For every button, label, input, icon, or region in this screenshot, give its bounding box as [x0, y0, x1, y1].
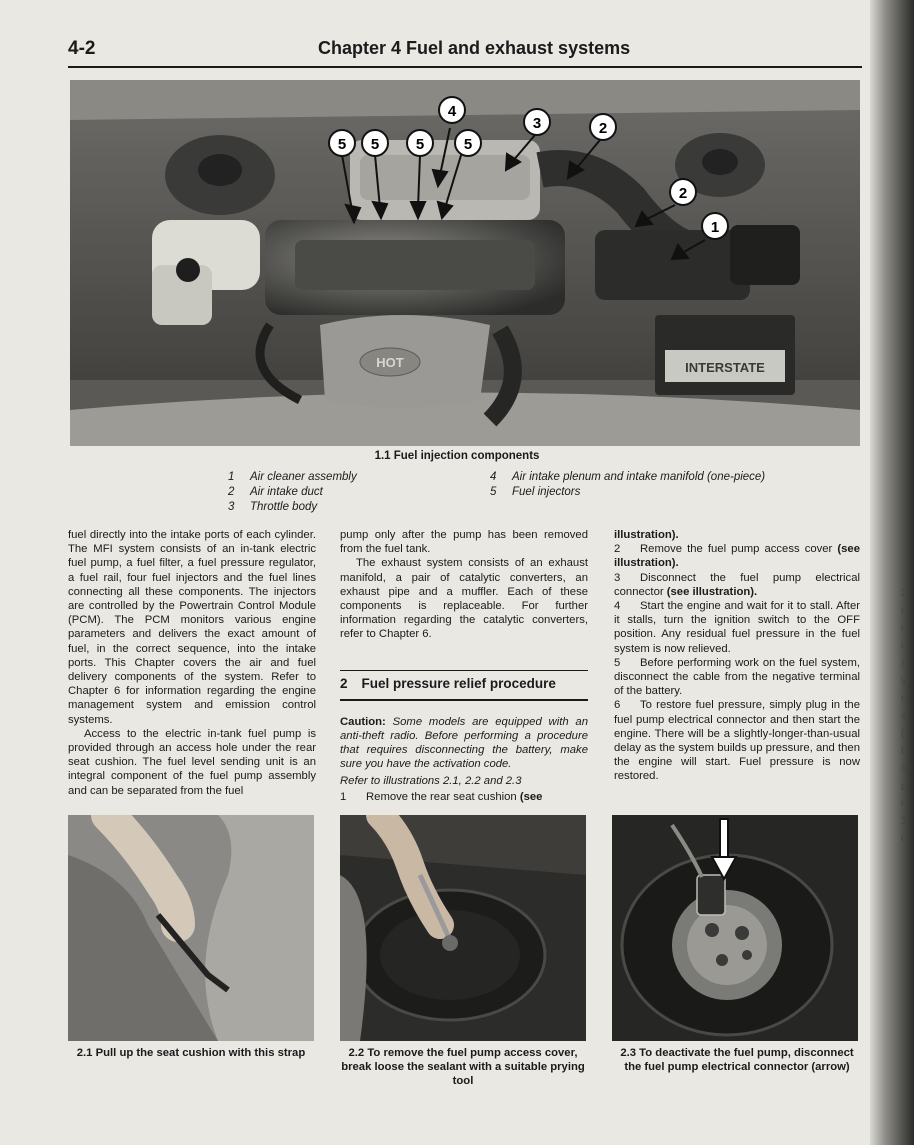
section-number: 2	[340, 676, 348, 692]
caution-label: Caution:	[340, 715, 386, 728]
figure-caption: 1.1 Fuel injection components	[374, 450, 540, 462]
edge-letter: s	[901, 710, 906, 722]
edge-letter: i	[901, 798, 904, 809]
edge-letter: t	[901, 745, 904, 757]
legend-item: 2 Air intake duct	[228, 486, 323, 498]
callout-label: 5	[337, 136, 347, 153]
legend-item: 5 Fuel injectors	[490, 486, 581, 498]
edge-letter: 2	[901, 588, 907, 599]
photo-caption: 2.2 To remove the fuel pump access cover, break loose the sealant with a suitable prying tool	[341, 1047, 585, 1087]
paragraph: Access to the electric in-tank fuel pump is provided through an access hole under the rear seat cushion. The fuel level sending unit is an integral component of the fuel pump assembly and can be separated from the fuel	[68, 727, 316, 797]
page-number: 4-2	[68, 38, 96, 59]
edge-letter: l	[901, 640, 904, 652]
step-1: 1 Remove the rear seat cushion (see	[340, 790, 543, 803]
edge-letter: (	[901, 728, 905, 739]
step-3: 3 Disconnect the fuel pump electrical connector (see illustration).	[614, 571, 860, 598]
callout-label: 5	[370, 136, 380, 153]
step-4: 4 Start the engine and wait for it to stall. After it stalls, turn the ignition switch to the OFF position. Any residual fuel pressure in the fuel system is now relieved.	[614, 600, 860, 655]
section-heading	[340, 677, 588, 691]
page-header	[68, 38, 860, 64]
figure-legend-right	[490, 470, 765, 500]
paragraph: pump only after the pump has been removed from the fuel tank.	[340, 529, 588, 556]
step-1-continued: illustration).	[614, 529, 679, 541]
text-column-3	[614, 528, 860, 784]
paragraph: fuel directly into the intake ports of each cylinder. The MFI system consists of an in-tank electric fuel pump, a fuel filter, a fuel pressure regulator, a fuel rail, four fuel injectors and the fuel lines connecting all these components. The injectors are controlled by the Powertrain Control Module (PCM). The PCM monitors various engine parameters and delivers the exact amount of fuel, in the correct sequence, into the intake ports. This Chapter covers the air and fuel delivery components of the system. Refer to Chapter 6 for information regarding the engine management system and emission control systems.	[68, 529, 316, 726]
callout-label: 5	[415, 136, 425, 153]
edge-letter: c	[901, 833, 906, 844]
step-5: 5 Before performing work on the fuel system, disconnect the cable from the negative terminal of the battery.	[614, 656, 860, 698]
photo-caption: 2.1 Pull up the seat cushion with this strap	[76, 1047, 306, 1059]
edge-letter: s	[901, 658, 906, 669]
seat-cushion-photo	[68, 815, 314, 1041]
section-rule	[340, 699, 588, 701]
callout-label: 1	[710, 219, 720, 236]
adjacent-page-letters	[901, 585, 911, 848]
caution-note: Caution: Some models are equipped with an anti-theft radio. Before performing a procedure that requires disconnecting the battery, make sure you have the activation code.	[340, 715, 588, 771]
edge-letter: c	[901, 693, 906, 704]
section-rule	[340, 670, 588, 672]
callout-label: 5	[463, 136, 473, 153]
callout-label: 3	[532, 115, 542, 132]
edge-letter: i	[901, 623, 904, 634]
figure-legend-left	[228, 470, 357, 515]
adjacent-page-edge	[870, 0, 914, 1145]
hot-label: HOT	[376, 355, 404, 370]
callout-label: 2	[598, 120, 608, 137]
edge-letter: 3	[901, 815, 907, 827]
step-2: 2 Remove the fuel pump access cover (see illustration).	[614, 543, 860, 570]
photo-caption: 2.3 To deactivate the fuel pump, disconnect the fuel pump electrical connector (arrow)	[620, 1047, 854, 1073]
edge-letter: r	[901, 605, 905, 617]
chapter-title: Chapter 4 Fuel and exhaust systems	[318, 38, 631, 58]
callout-label: 4	[447, 103, 457, 120]
edge-letter: v	[901, 675, 906, 687]
legend-item: 1 Air cleaner assembly	[228, 471, 357, 483]
battery-label: INTERSTATE	[685, 360, 765, 375]
edge-letter: p	[901, 780, 907, 792]
text-column-2	[340, 528, 588, 804]
callout-label: 2	[678, 185, 688, 202]
header-rule	[68, 66, 862, 68]
legend-item: 4 Air intake plenum and intake manifold (one-piece)	[490, 471, 766, 483]
step-6: 6 To restore fuel pressure, simply plug in the fuel pump electrical connector and then start the engine. There will be a slightly-longer-than-usual delay as the system builds up pressure, and then the engine will start. Fuel pressure is now restored.	[614, 699, 860, 783]
access-cover-photo	[340, 815, 586, 1041]
engine-bay-photo	[70, 80, 860, 446]
legend-item: 3 Throttle body	[228, 501, 318, 513]
section-title: Fuel pressure relief procedure	[361, 676, 556, 692]
paragraph: The exhaust system consists of an exhaust manifold, a pair of catalytic converters, an exhaust pipe and a muffler. Each of these components is replaceable. For further information regarding the catalytic converters, refer to Chapter 6.	[340, 557, 588, 641]
edge-letter: a	[901, 763, 907, 774]
text-column-1	[68, 528, 316, 798]
fuel-pump-connector-photo	[612, 815, 858, 1041]
refer-illustrations: Refer to illustrations 2.1, 2.2 and 2.3	[340, 774, 522, 787]
